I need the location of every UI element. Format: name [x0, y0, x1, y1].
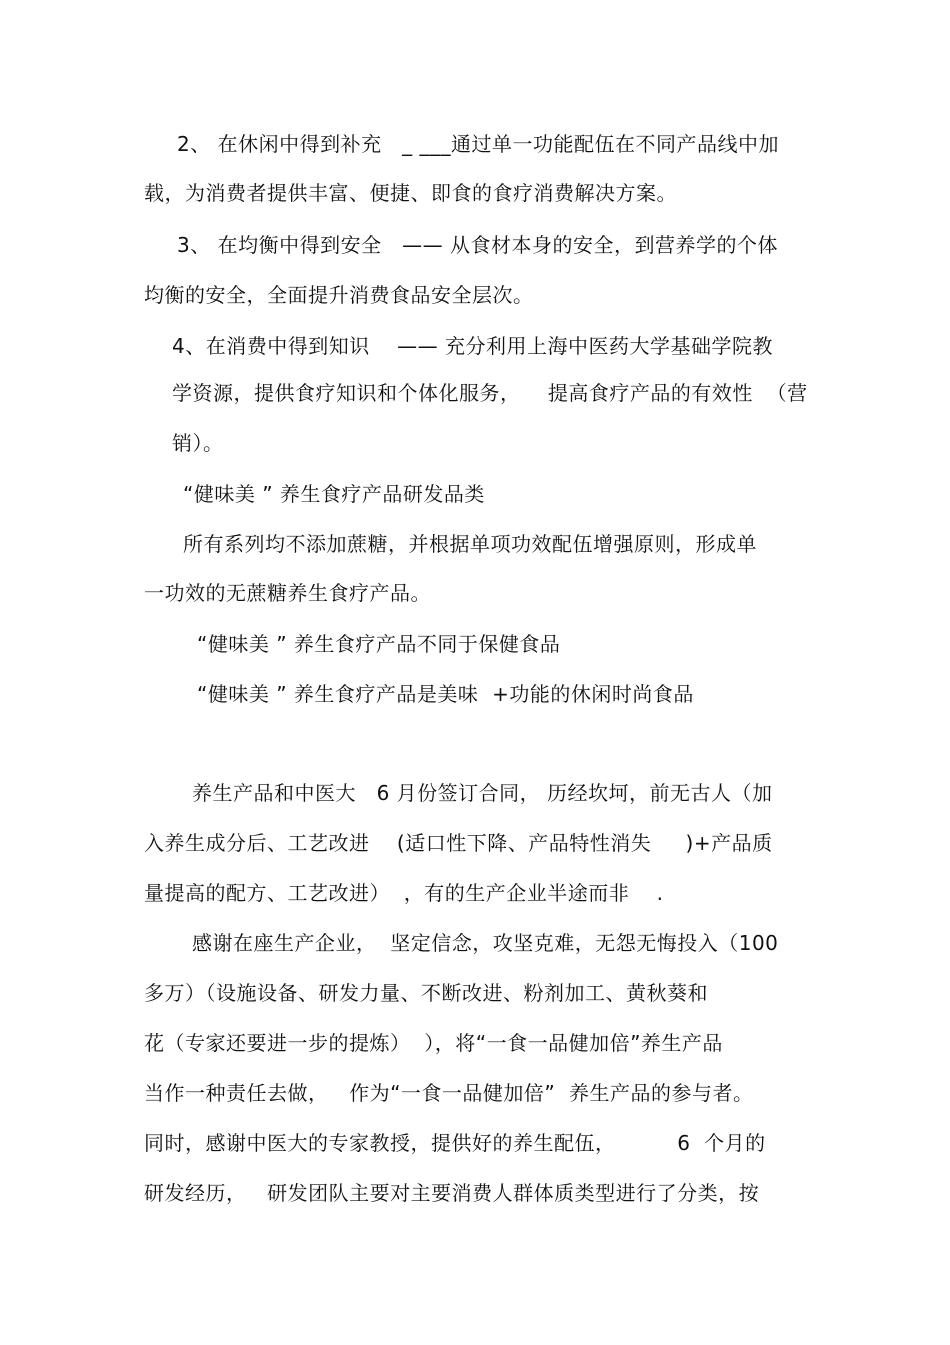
text-line: 花（专家还要进一步的提炼） ），将“一食一品健加倍”养生产品: [144, 1031, 723, 1055]
text-line: 所有系列均不添加蔗糖，并根据单项功效配伍增强原则，形成单: [183, 532, 757, 556]
text-line: “健味美 ” 养生食疗产品不同于保健食品: [197, 632, 561, 656]
text-line: 多万）（设施设备、研发力量、不断改进、粉剂加工、黄秋葵和: [144, 981, 708, 1005]
section-heading: “健味美 ” 养生食疗产品研发品类: [183, 482, 485, 506]
text-line: 一功效的无蔗糖养生食疗产品。: [144, 581, 431, 605]
text-line: 载，为消费者提供丰富、便捷、即食的食疗消费解决方案。: [144, 181, 677, 205]
text-line: 2、 在休闲中得到补充 _ ___通过单一功能配伍在不同产品线中加: [177, 132, 780, 156]
text-line: 入养生成分后、工艺改进 (适口性下降、产品特性消失 )+产品质: [144, 831, 773, 855]
text-line: 销）。: [172, 431, 224, 455]
text-line: 养生产品和中医大 6 月份签订合同， 历经坎坷，前无古人（加: [192, 781, 773, 805]
text-line: 学资源，提供食疗知识和个体化服务， 提高食疗产品的有效性 （营: [172, 381, 808, 405]
text-line: 3、 在均衡中得到安全 —— 从食材本身的安全，到营养学的个体: [177, 233, 779, 257]
text-line: 均衡的安全，全面提升消费食品安全层次。: [144, 283, 534, 307]
text-line: “健味美 ” 养生食疗产品是美味 +功能的休闲时尚食品: [197, 682, 694, 706]
text-line: 感谢在座生产企业， 坚定信念，攻坚克难，无怨无悔投入（100: [192, 931, 779, 955]
text-line: 研发经历， 研发团队主要对主要消费人群体质类型进行了分类，按: [144, 1181, 760, 1205]
text-line: 当作一种责任去做， 作为“一食一品健加倍” 养生产品的参与者。: [144, 1081, 754, 1105]
text-line: 同时，感谢中医大的专家教授，提供好的养生配伍， 6 个月的: [144, 1131, 766, 1155]
text-line: 4、在消费中得到知识 —— 充分利用上海中医药大学基础学院教: [172, 334, 774, 358]
text-line: 量提高的配方、工艺改进） ，有的生产企业半途而非 .: [144, 881, 664, 905]
